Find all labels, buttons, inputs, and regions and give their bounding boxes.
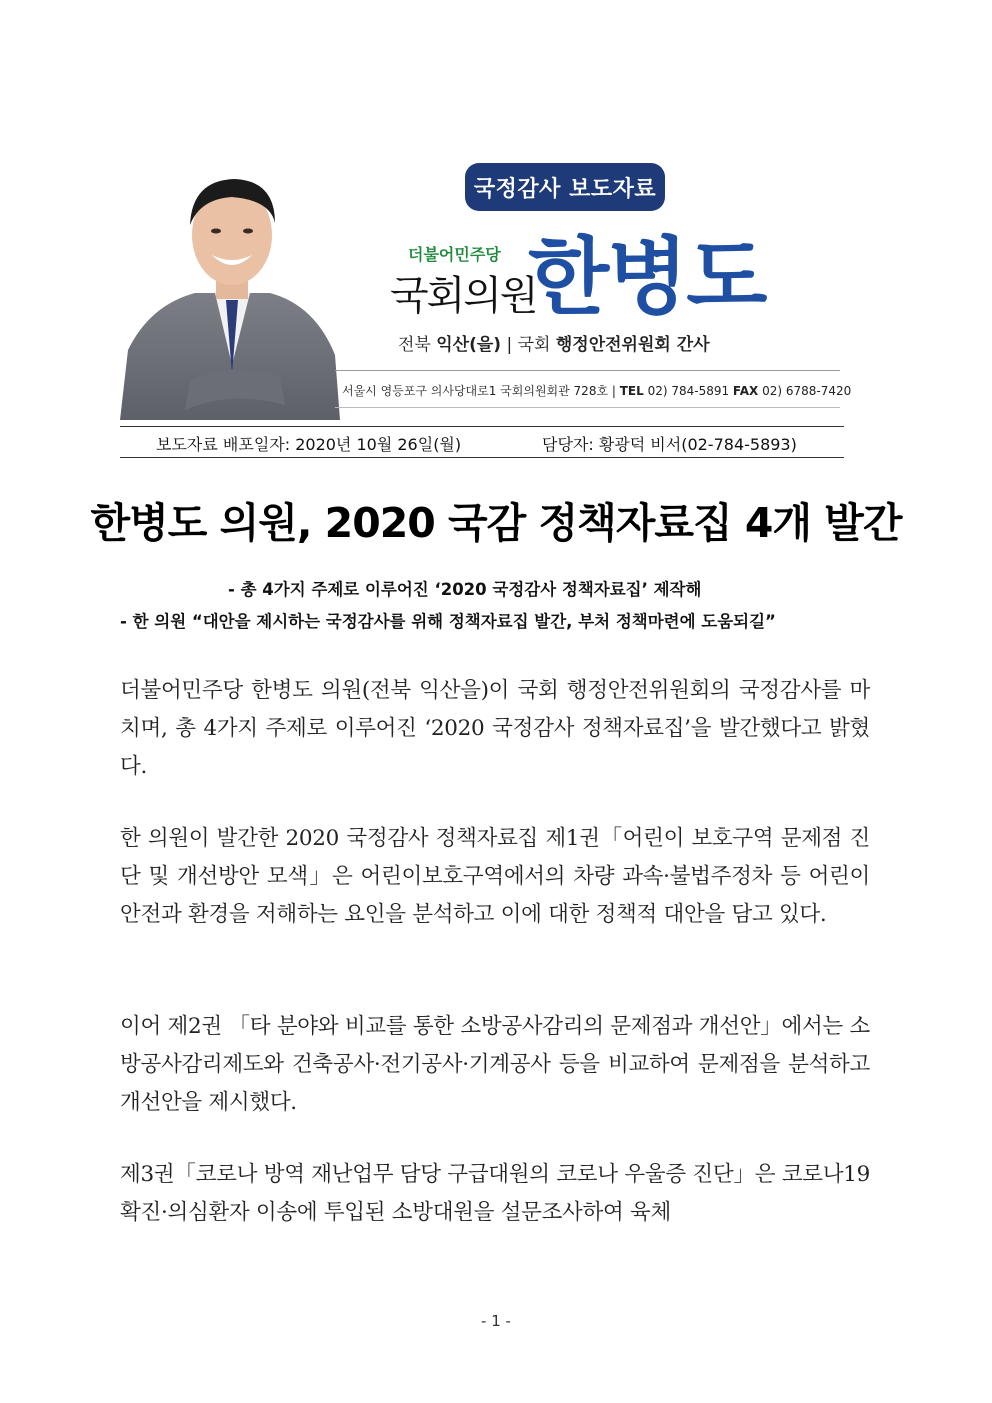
body-paragraph: 이어 제2권 「타 분야와 비교를 통한 소방공사감리의 문제점과 개선안」에서는 소방공사감리제도와 건축공사·전기공사·기계공사 등을 비교하여 문제점을 분석하고 개선안을 제시했다. (120, 1014, 870, 1115)
contact-person: 담당자: 황광덕 비서(02-784-5893) (542, 435, 797, 454)
body-paragraph: 제3권「코로나 방역 재난업무 담당 구급대원의 코로나 우울증 진단」은 코로나19 확진·의심환자 이송에 투입된 소방대원을 설문조사하여 육체 (120, 1162, 870, 1225)
distribution-info-bar (120, 426, 844, 458)
district-name: 익산(을) (436, 335, 502, 355)
district-info (398, 330, 710, 355)
press-release-badge: 국정감사 보도자료 (465, 163, 665, 211)
fax-label: FAX (732, 384, 759, 398)
divider (335, 370, 840, 371)
office-address (342, 382, 851, 399)
headline: 한병도 의원, 2020 국감 정책자료집 4개 발간 (90, 499, 902, 547)
subheading: - 한 의원 “대안을 제시하는 국정감사를 위해 정책자료집 발간, 부처 정책마련에 도움되길” (120, 612, 776, 631)
lawmaker-title: 국회의원 (390, 273, 537, 319)
fax-number: 02) 6788-7420 (758, 384, 852, 398)
tel-label: TEL (619, 384, 644, 398)
district-separator: | 국회 (501, 335, 556, 355)
divider (335, 407, 840, 408)
lawmaker-name: 한병도 (528, 227, 766, 326)
tel-number: 02) 784-5891 (643, 384, 733, 398)
committee-role: 행정안전위원회 간사 (555, 335, 710, 355)
lawmaker-photo (120, 165, 340, 420)
address-text: 서울시 영등포구 의사당대로1 국회의원회관 728호 | (342, 384, 620, 398)
page-number: - 1 - (481, 1312, 511, 1330)
distribution-date: 보도자료 배포일자: 2020년 10월 26일(월) (156, 435, 462, 454)
district-prefix: 전북 (398, 335, 437, 355)
press-release-header (120, 160, 852, 422)
body-paragraph: 더불어민주당 한병도 의원(전북 익산을)이 국회 행정안전위원회의 국정감사를 마치며, 총 4가지 주제로 이루어진 ‘2020 국정감사 정책자료집’을 발간했다고 밝혔다. (120, 678, 870, 779)
body-paragraph: 한 의원이 발간한 2020 국정감사 정책자료집 제1권「어린이 보호구역 문제점 진단 및 개선방안 모색」은 어린이보호구역에서의 차량 과속·불법주정차 등 어린이 안전과 환경을 저해하는 요인을 분석하고 이에 대한 정책적 대안을 담고 있다. (120, 826, 870, 927)
party-name: 더불어민주당 (408, 245, 501, 264)
subheading: - 총 4가지 주제로 이루어진 ‘2020 국정감사 정책자료집’ 제작해 (228, 580, 702, 599)
